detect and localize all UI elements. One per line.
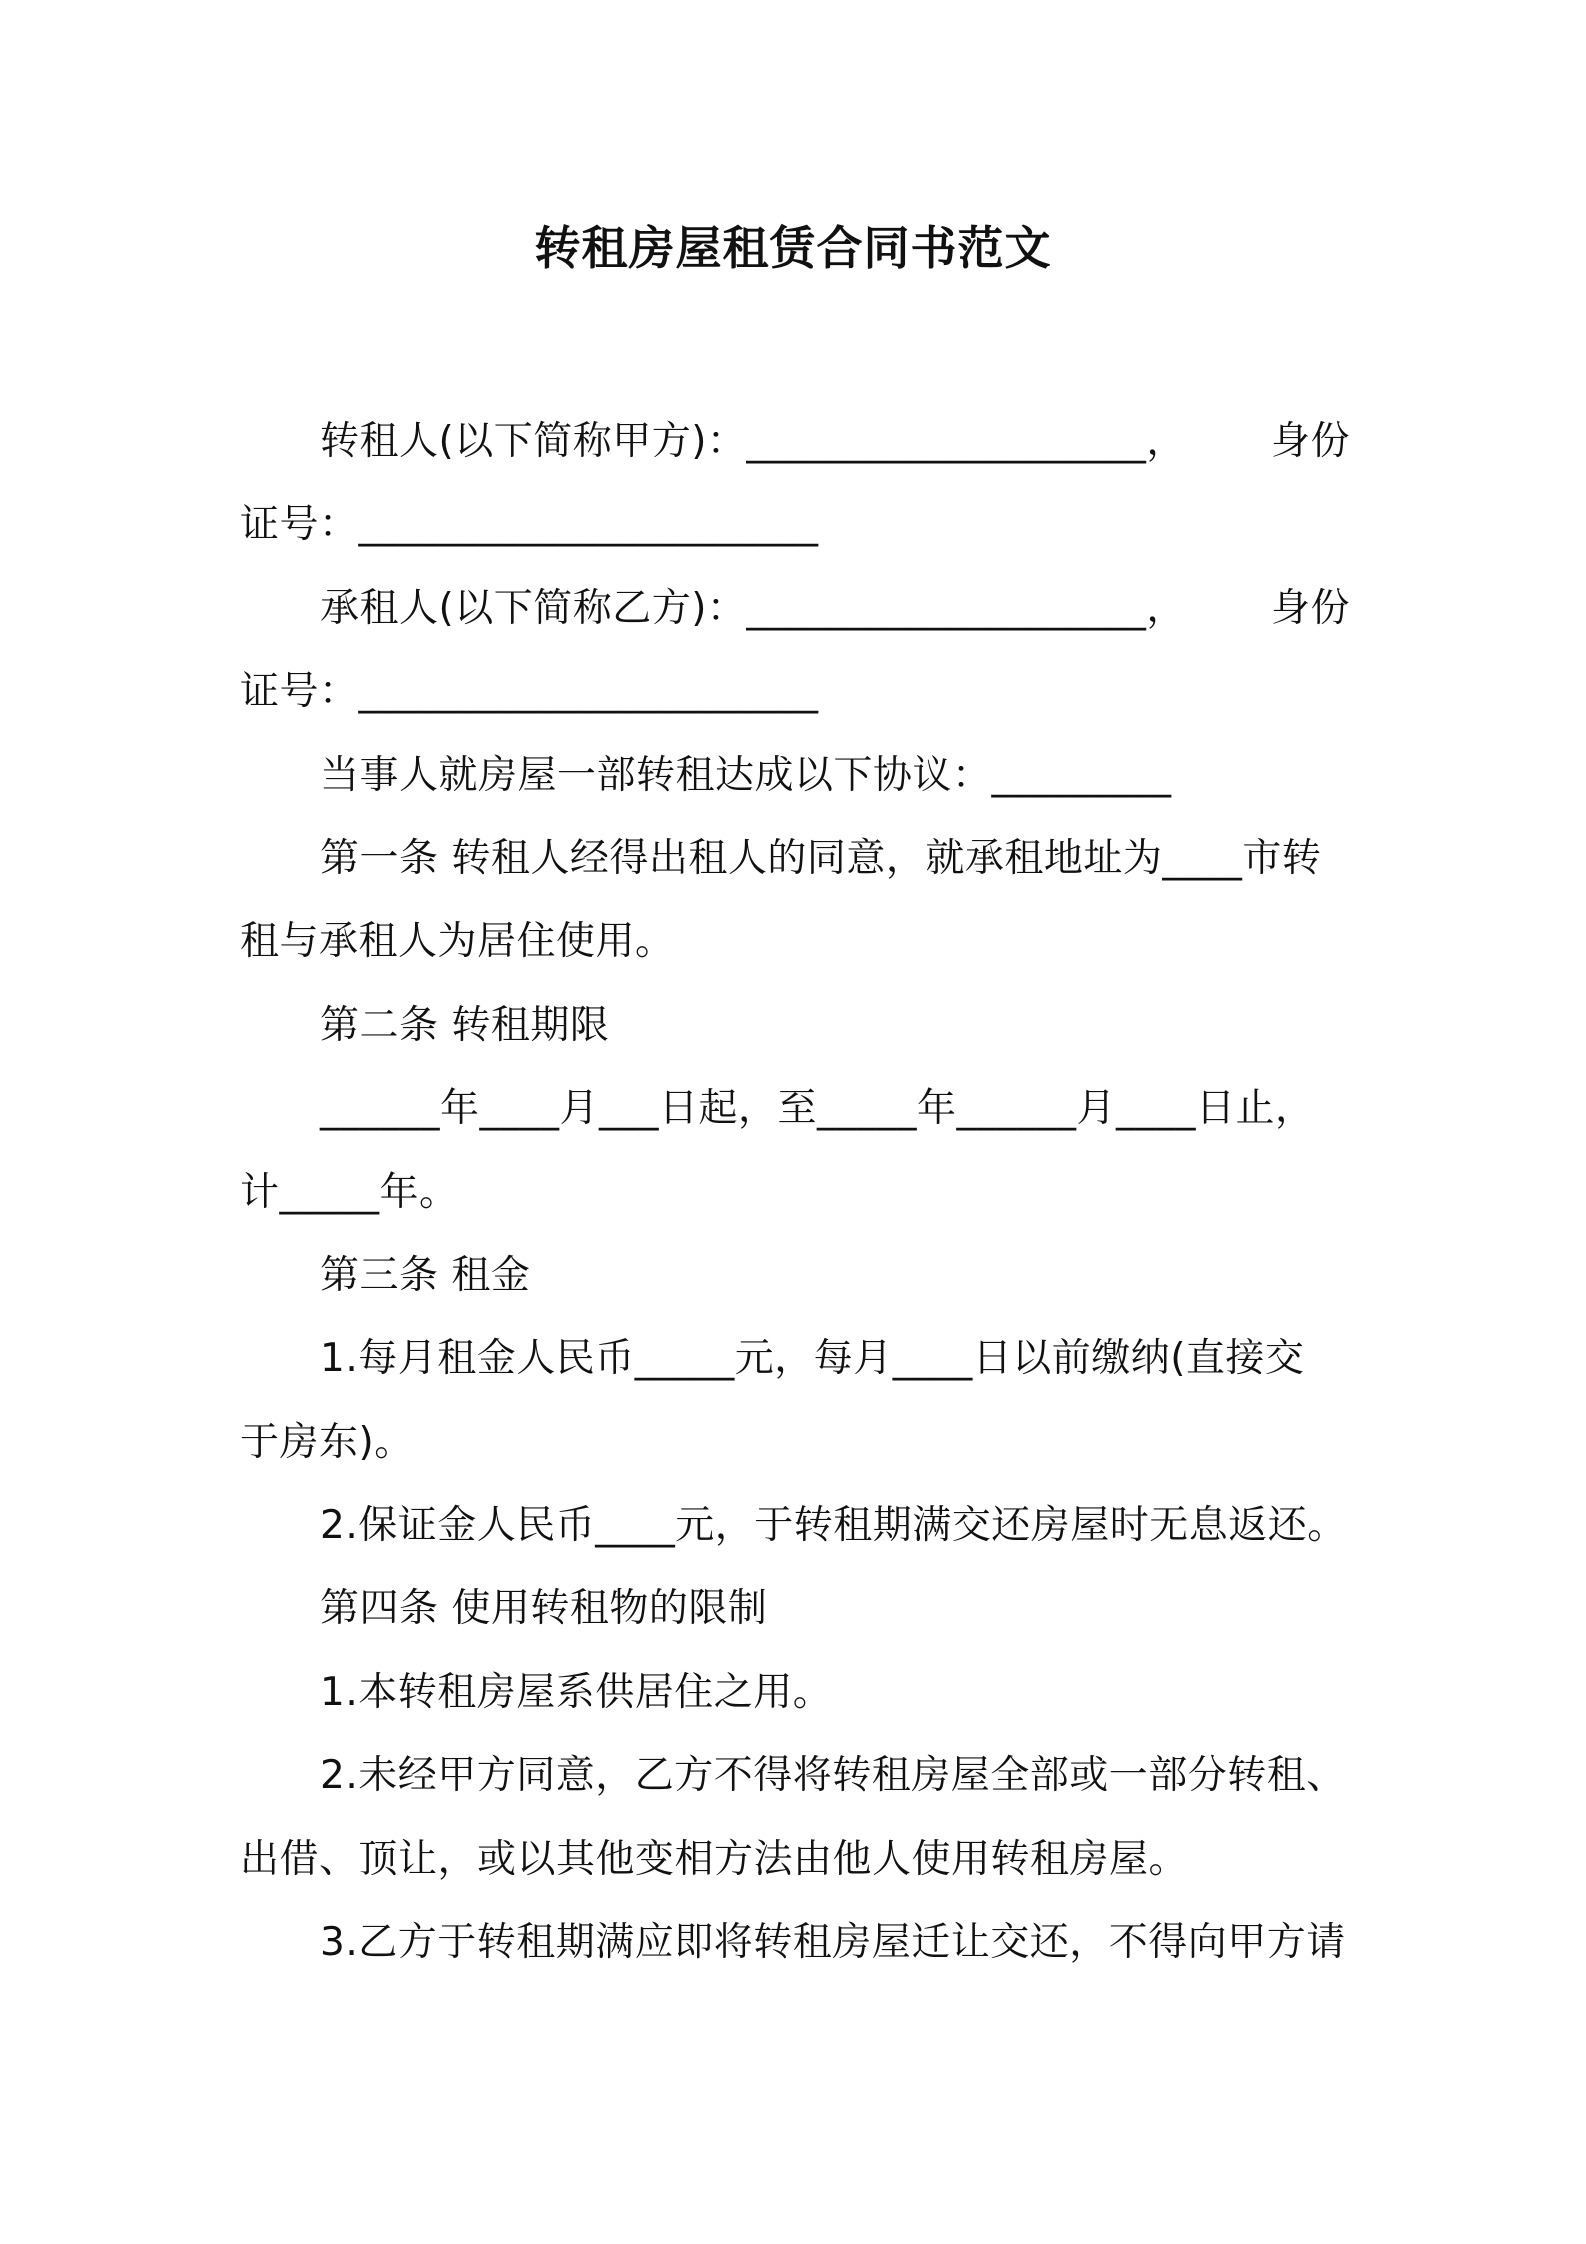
clause-line: 1.本转租房屋系供居住之用。: [320, 1669, 833, 1715]
clause-line: [240, 400, 1360, 483]
clause-heading: 第二条 转租期限: [320, 1002, 610, 1048]
clause-line: 计_____年。: [240, 1169, 459, 1215]
document-title: 转租房屋租赁合同书范文: [534, 221, 1052, 275]
subtenant-field: 承租人(以下简称乙方)：____________________，: [320, 585, 1186, 631]
clause-line: 3.乙方于转租期满应即将转租房屋迁让交还，不得向甲方请: [320, 1920, 1346, 1966]
clause-row: [320, 567, 1350, 650]
clause-line: 第一条 转租人经得出租人的同意，就承租地址为____市转: [320, 835, 1322, 881]
clause-line: 证号：_______________________: [240, 669, 819, 715]
contract-body: [240, 400, 1360, 1984]
clause-line: 证号：_______________________: [240, 502, 819, 548]
clause-line: 租与承租人为居住使用。: [240, 919, 675, 965]
clause-line: 于房东)。: [240, 1419, 414, 1465]
id-label: 身份: [1270, 585, 1350, 631]
clause-heading: 第三条 租金: [320, 1252, 531, 1298]
clause-line: 2.保证金人民币____元，于转租期满交还房屋时无息返还。: [320, 1503, 1347, 1549]
clause-line: 1.每月租金人民币_____元，每月____日以前缴纳(直接交: [320, 1336, 1305, 1382]
sublessor-field: 转租人(以下简称甲方)：____________________，: [320, 419, 1186, 464]
clause-line: 2.未经甲方同意，乙方不得将转租房屋全部或一部分转租、: [320, 1753, 1346, 1799]
clause-line: [240, 567, 1360, 650]
id-label: 身份: [1270, 419, 1350, 464]
clause-line: ______年____月___日起，至_____年______月____日止，: [320, 1086, 1315, 1132]
clause-line: 出借、顶让，或以其他变相方法由他人使用转租房屋。: [240, 1836, 1189, 1882]
clause-line: 当事人就房屋一部转租达成以下协议：_________: [320, 752, 1172, 798]
clause-row: [320, 400, 1350, 483]
clause-heading: 第四条 使用转租物的限制: [320, 1586, 768, 1632]
